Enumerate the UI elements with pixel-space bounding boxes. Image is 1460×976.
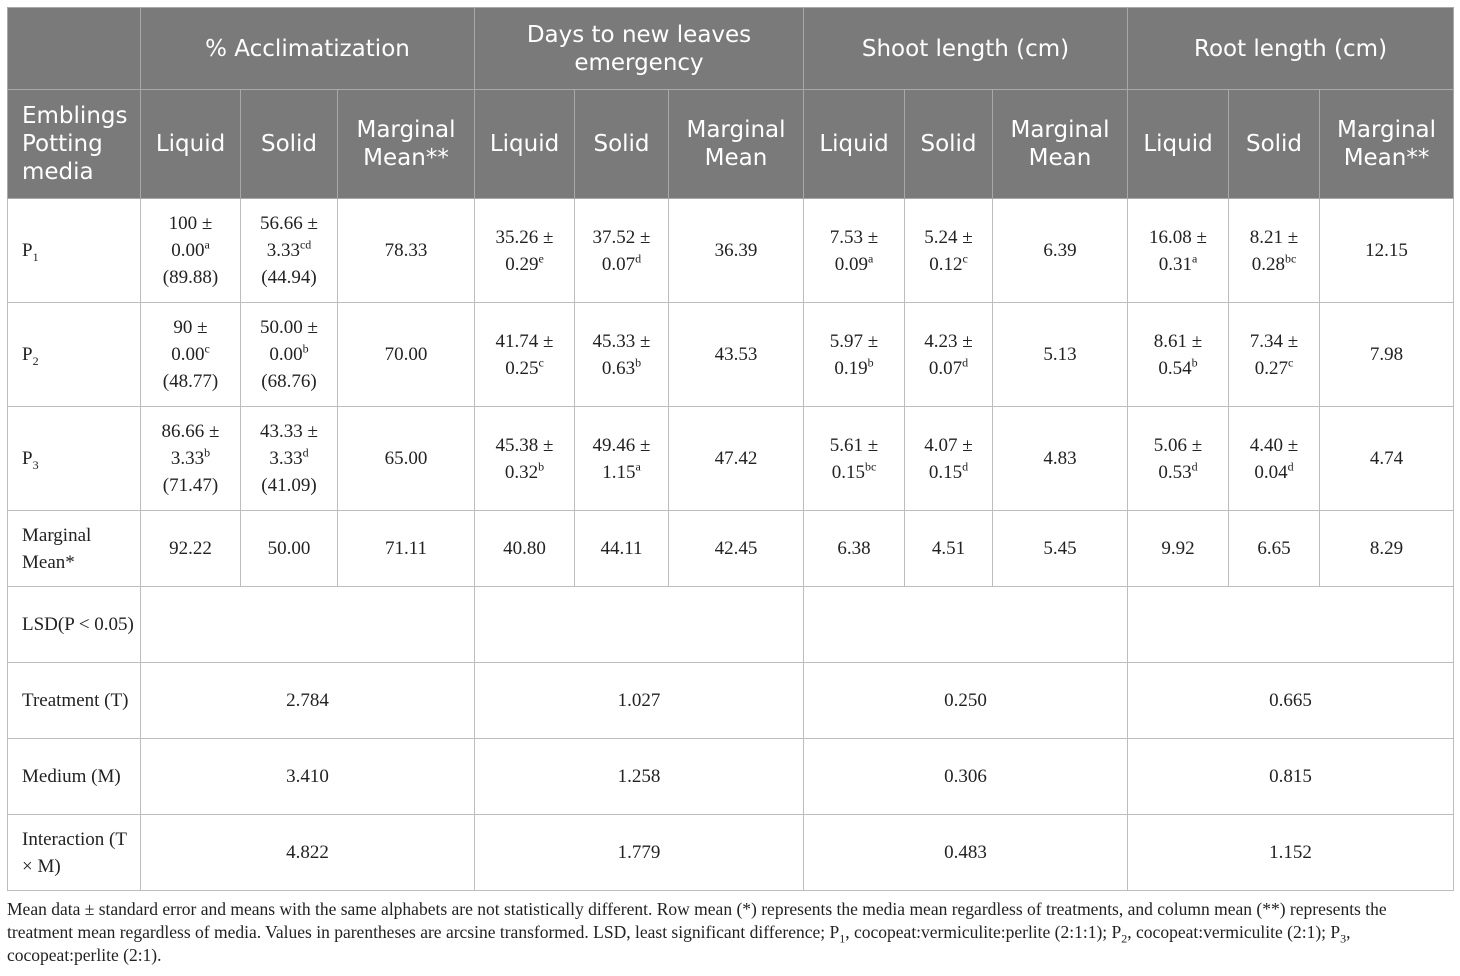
table-cell: 36.39 [669,199,804,303]
significance-letter: e [538,251,544,266]
table-cell [1128,407,1229,511]
table-cell [141,303,241,407]
significance-letter: d [962,355,969,370]
header-sub-cell: Liquid [1128,90,1229,199]
cell-error-value: 0.15 [928,461,963,483]
cell-mean-line: 5.61 ± [829,434,879,456]
table-cell [241,303,338,407]
table-cell: 78.33 [338,199,475,303]
cell-error-line [909,459,988,486]
table-footnote [7,898,1453,967]
table-cell: 12.15 [1320,199,1454,303]
table-cell: 4.74 [1320,407,1454,511]
header-group-row [8,8,1454,90]
table-cell [141,587,475,663]
table-cell [804,407,905,511]
table-cell: 40.80 [475,511,575,587]
header-sub-cell: Liquid [475,90,575,199]
cell-mean-line: 90 ± [173,317,208,338]
table-cell: 6.65 [1229,511,1320,587]
cell-transformed-value: (44.94) [261,267,317,288]
cell-mean-line: 5.06 ± [1153,434,1203,456]
cell-transformed-value: (71.47) [162,475,219,496]
cell-error-value: 0.00 [171,344,205,365]
cell-mean-line: 45.33 ± [592,330,651,352]
header-sub-cell: Solid [1229,90,1320,199]
table-cell: 4.822 [141,815,475,891]
table-cell [241,199,338,303]
cell-error-value: 3.33 [266,240,300,261]
header-sub-cell: Marginal Mean** [1320,90,1454,199]
footnote-subscript: 2 [1121,931,1128,946]
cell-error-line [145,445,236,472]
significance-letter: d [302,445,309,460]
header-group-shoot-length: Shoot length (cm) [804,8,1128,90]
row-label-subscript: 3 [32,457,39,472]
table-cell [575,407,669,511]
cell-mean-line: 100 ± [168,213,213,234]
cell-error-line [579,355,664,382]
cell-mean-line: 49.46 ± [592,434,651,456]
row-label [8,407,141,511]
cell-error-line [579,251,664,278]
significance-letter: b [302,341,309,356]
marginal-mean-row [8,511,1454,587]
cell-mean-line: 5.97 ± [829,330,879,352]
table-cell [475,587,804,663]
cell-error-line [1132,251,1224,278]
cell-mean-line: 4.23 ± [924,330,973,352]
cell-error-line [479,355,570,382]
row-label: Medium (M) [8,739,141,815]
row-label-subscript: 2 [32,353,39,368]
table-cell [1229,199,1320,303]
cell-mean-line: 45.38 ± [495,434,554,456]
table-cell [241,407,338,511]
table-cell: 44.11 [575,511,669,587]
significance-letter: c [962,251,968,266]
table-cell [804,303,905,407]
significance-letter: b [1191,355,1198,370]
footnote-text: , cocopeat:vermiculite (2:1); P [1127,922,1341,942]
cell-error-value: 0.28 [1251,253,1285,275]
table-cell [804,199,905,303]
table-cell [1229,303,1320,407]
table-cell: 0.483 [804,815,1128,891]
data-table [7,7,1454,891]
cell-error-line [909,355,988,382]
header-group-days-to-leaves: Days to new leaves emergency [475,8,804,90]
table-cell: 2.784 [141,663,475,739]
table-cell: 0.306 [804,739,1128,815]
significance-letter: d [1287,459,1294,474]
cell-error-value: 0.25 [505,357,539,379]
table-cell [1128,303,1229,407]
header-sub-cell: Liquid [141,90,241,199]
table-cell [475,199,575,303]
table-cell: 9.92 [1128,511,1229,587]
table-cell [575,199,669,303]
table-cell: 70.00 [338,303,475,407]
table-cell [905,199,993,303]
table-cell: 43.53 [669,303,804,407]
lsd-row [8,663,1454,739]
cell-error-value: 0.04 [1254,461,1288,483]
table-cell: 71.11 [338,511,475,587]
cell-error-value: 0.00 [269,344,303,365]
table-cell: 1.152 [1128,815,1454,891]
cell-error-line [145,341,236,368]
table-cell [1128,199,1229,303]
cell-transformed-value: (48.77) [162,371,219,392]
table-cell [475,407,575,511]
table-cell [575,303,669,407]
cell-mean-line: 4.07 ± [924,434,973,456]
cell-mean-line: 56.66 ± [260,213,318,234]
cell-transformed-value: (89.88) [162,267,219,288]
table-cell: 5.45 [993,511,1128,587]
cell-mean-line: 7.34 ± [1249,330,1299,352]
row-label-text: P [22,448,33,469]
cell-mean-line: 7.53 ± [829,226,879,248]
header-corner [8,8,141,90]
cell-error-line [1132,355,1224,382]
cell-error-value: 3.33 [170,448,205,469]
cell-mean-line: 37.52 ± [592,226,651,248]
row-label-text: P [22,344,33,365]
significance-letter: b [538,459,545,474]
row-label: Interaction (T × M) [8,815,141,891]
table-cell [905,407,993,511]
table-cell [141,199,241,303]
table-cell: 42.45 [669,511,804,587]
row-label [8,303,141,407]
table-row [8,199,1454,303]
header-group-root-length: Root length (cm) [1128,8,1454,90]
cell-error-value: 0.09 [834,253,868,275]
cell-transformed-value: (41.09) [261,475,317,496]
header-sub-cell: Marginal Mean** [338,90,475,199]
row-label-subscript: 1 [32,249,39,264]
significance-letter: d [1191,459,1198,474]
table-cell [475,303,575,407]
header-sub-row [8,90,1454,199]
table-cell: 1.027 [475,663,804,739]
cell-error-value: 1.15 [602,461,636,483]
cell-mean-line: 8.21 ± [1249,226,1299,248]
header-sub-cell: Liquid [804,90,905,199]
cell-mean-line: 8.61 ± [1153,330,1203,352]
table-cell: 6.39 [993,199,1128,303]
table-cell: 8.29 [1320,511,1454,587]
cell-error-line [1233,459,1315,486]
footnote-subscript: 3 [1340,931,1347,946]
table-cell: 65.00 [338,407,475,511]
cell-mean-line: 86.66 ± [161,421,220,442]
cell-error-value: 0.27 [1254,357,1288,379]
significance-letter: d [635,251,642,266]
table-cell [1229,407,1320,511]
table-cell: 50.00 [241,511,338,587]
footnote-text: , cocopeat:vermiculite:perlite (2:1:1); P [845,922,1122,942]
row-label: Marginal Mean* [8,511,141,587]
significance-letter: c [204,341,210,356]
cell-error-line [145,237,236,264]
lsd-header-row [8,587,1454,663]
footnote-text: , cocopeat:perlite (2:1). [7,922,1351,965]
header-sub-cell: Solid [241,90,338,199]
significance-letter: b [867,355,874,370]
cell-error-value: 0.07 [601,253,636,275]
cell-error-line [808,355,900,382]
cell-error-value: 0.53 [1158,461,1192,483]
row-label: LSD(P < 0.05) [8,587,141,663]
cell-error-line [245,445,333,472]
table-cell: 92.22 [141,511,241,587]
row-label-text: P [22,240,33,261]
table-cell: 0.250 [804,663,1128,739]
cell-error-value: 0.07 [928,357,963,379]
significance-letter: c [1287,355,1294,370]
significance-letter: d [962,459,969,474]
significance-letter: b [204,445,211,460]
table-cell [141,407,241,511]
table-cell: 0.815 [1128,739,1454,815]
cell-mean-line: 16.08 ± [1149,226,1207,248]
cell-error-value: 0.63 [601,357,636,379]
cell-error-value: 0.32 [504,461,539,483]
cell-error-value: 0.19 [834,357,868,379]
cell-error-line [808,251,900,278]
significance-letter: b [635,355,642,370]
table-cell: 7.98 [1320,303,1454,407]
footnote-subscript: 1 [839,931,846,946]
table-row [8,303,1454,407]
significance-letter: a [204,237,210,252]
header-sub-cell: Marginal Mean [993,90,1128,199]
cell-mean-line: 43.33 ± [260,421,318,442]
cell-error-value: 0.29 [505,253,539,275]
significance-letter: a [1191,251,1198,266]
cell-transformed-value: (68.76) [261,371,317,392]
cell-error-line [808,459,900,486]
significance-letter: cd [299,237,312,252]
header-stub-potting-media: Emblings Potting media [8,90,141,199]
table-cell [804,587,1128,663]
significance-letter: bc [1284,251,1297,266]
cell-error-value: 0.15 [831,461,865,483]
cell-error-value: 0.00 [171,240,205,261]
header-sub-cell: Solid [905,90,993,199]
table-cell [1128,587,1454,663]
cell-error-line [1132,459,1224,486]
table-row [8,407,1454,511]
cell-mean-line: 41.74 ± [495,330,554,352]
header-sub-cell: Marginal Mean [669,90,804,199]
table-cell: 5.13 [993,303,1128,407]
cell-mean-line: 50.00 ± [260,317,318,338]
cell-error-line [579,459,664,486]
cell-error-line [245,341,333,368]
cell-error-value: 0.54 [1158,357,1192,379]
lsd-row [8,739,1454,815]
table-cell: 1.258 [475,739,804,815]
table-cell: 0.665 [1128,663,1454,739]
cell-error-value: 0.12 [929,253,963,275]
significance-letter: a [867,251,874,266]
table-cell: 4.51 [905,511,993,587]
row-label [8,199,141,303]
cell-error-value: 0.31 [1158,253,1192,275]
cell-mean-line: 5.24 ± [924,226,973,248]
significance-letter: a [635,459,641,474]
header-sub-cell: Solid [575,90,669,199]
cell-error-line [909,251,988,278]
significance-letter: bc [864,459,877,474]
cell-mean-line: 4.40 ± [1249,434,1299,456]
table-cell [905,303,993,407]
table-cell: 6.38 [804,511,905,587]
cell-error-line [1233,251,1315,278]
cell-error-value: 3.33 [269,448,303,469]
table-cell: 47.42 [669,407,804,511]
row-label: Treatment (T) [8,663,141,739]
table-cell: 1.779 [475,815,804,891]
cell-error-line [1233,355,1315,382]
cell-error-line [479,459,570,486]
footnote-text: Mean data ± standard error and means with the same alphabets are not statistically different. Row mean (*) represents the media mean regardless of treatments, and column mean (**) represents the treatment mean regardless of media. Values in parentheses are arcsine transformed. LSD, least significant difference; P [7,899,1387,942]
cell-mean-line: 35.26 ± [495,226,554,248]
cell-error-line [245,237,333,264]
cell-error-line [479,251,570,278]
table-cell: 3.410 [141,739,475,815]
lsd-row [8,815,1454,891]
significance-letter: c [538,355,544,370]
table-cell: 4.83 [993,407,1128,511]
header-group-acclimatization: % Acclimatization [141,8,475,90]
